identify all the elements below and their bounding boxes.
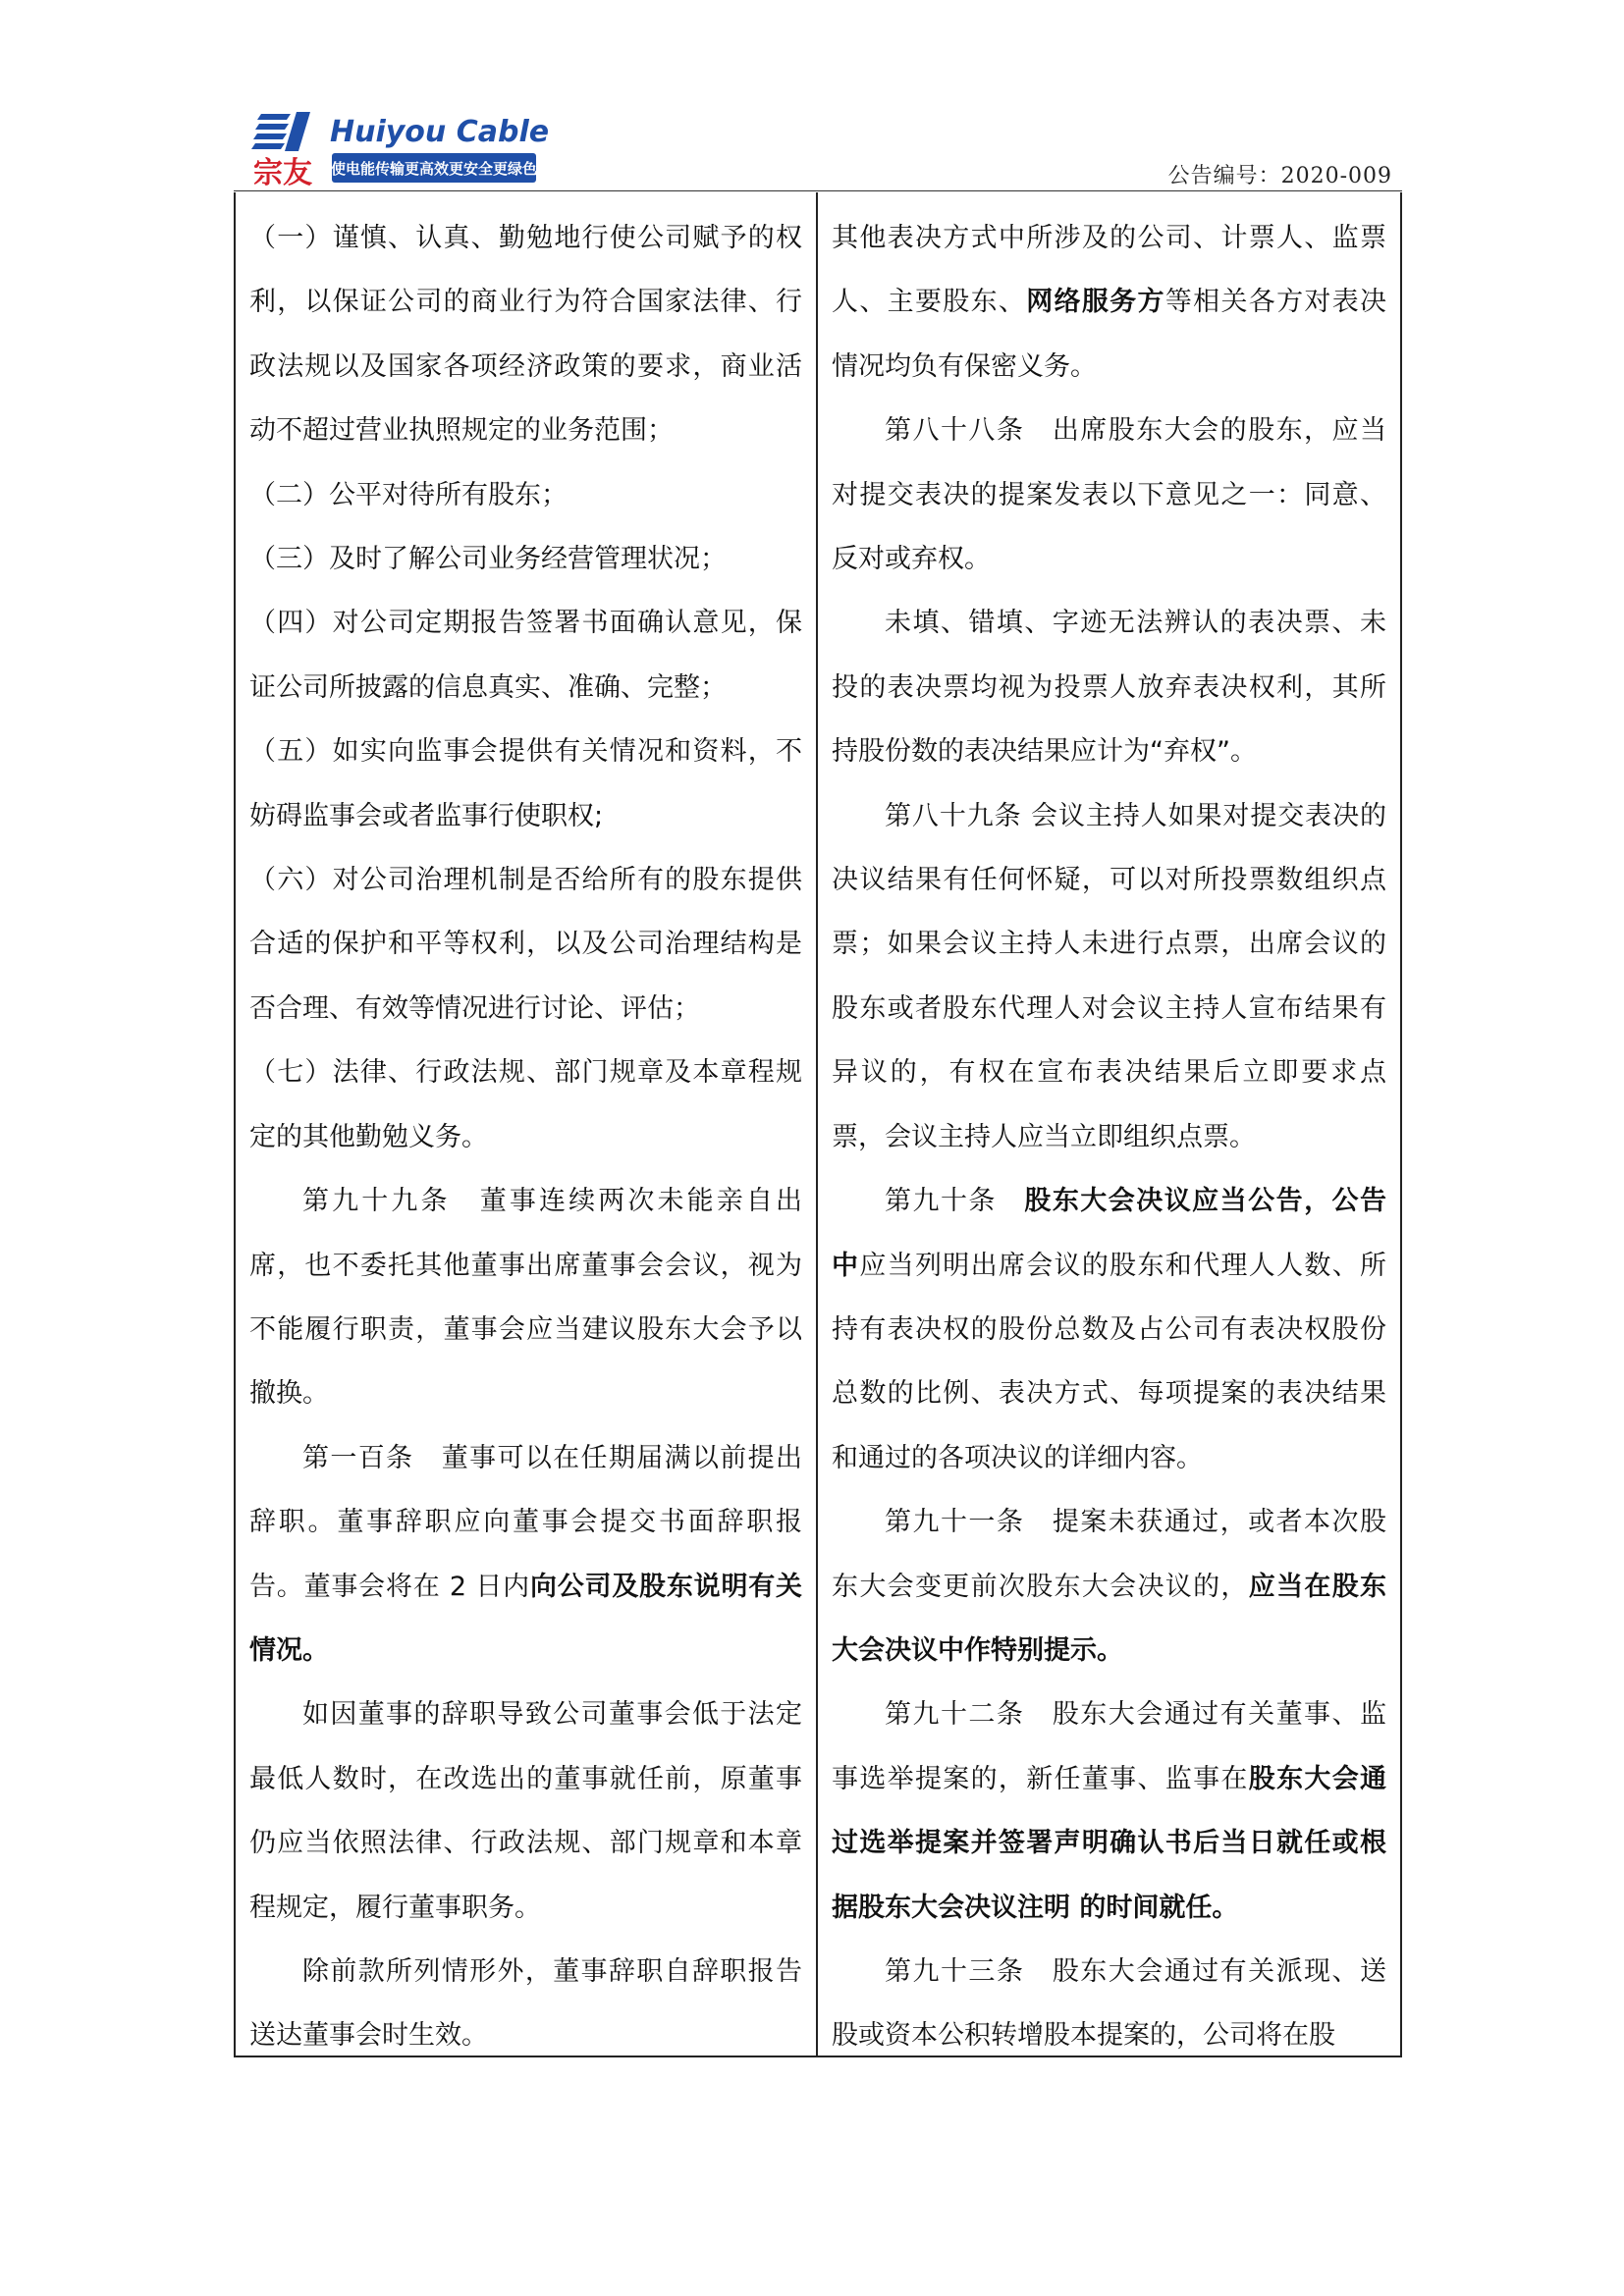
comparison-table: [234, 192, 1402, 2057]
bold-text: 网络服务方: [1026, 287, 1165, 318]
logo-stripes-icon: [251, 112, 310, 151]
paragraph: [249, 848, 802, 1041]
logo-slogan: 使电能传输更高效更安全更绿色: [330, 160, 538, 178]
paragraph: [832, 1169, 1386, 1490]
paragraph: [832, 206, 1386, 399]
paragraph: [249, 206, 802, 463]
bold-text: 股东大会通过选举提案并签署声明确认书后当日就任或根据股东大会决议注明 的时间就任。: [832, 1763, 1387, 1923]
company-logo: [247, 110, 554, 188]
header-rule: [234, 190, 1402, 191]
bold-text: 应当在股东大会决议中作特别提示。: [832, 1571, 1387, 1666]
text-run: （三）及时了解公司业务经营管理状况；: [249, 544, 727, 575]
text-run: 除前款所列情形外，董事辞职自辞职报告送达董事会时生效。: [249, 1955, 802, 2052]
text-run: （五）如实向监事会提供有关情况和资料，不妨碍监事会或者监事行使职权;: [249, 736, 802, 831]
text-run: （四）对公司定期报告签署书面确认意见，保证公司所披露的信息真实、准确、完整；: [249, 608, 802, 703]
logo-brand-en: Huiyou Cable: [330, 115, 550, 149]
paragraph: [249, 1940, 802, 2068]
paragraph: [832, 784, 1386, 1169]
text-run: 如因董事的辞职导致公司董事会低于法定最低人数时，在改选出的董事就任前，原董事仍应当依照法律、行政法规、部门规章和本章程规定，履行董事职务。: [249, 1699, 802, 1923]
text-run: 第九十条: [885, 1186, 1025, 1217]
paragraph: [249, 720, 802, 848]
logo-brand-cn: 宗友: [253, 156, 312, 188]
text-run: 其他表决方式中所涉及的公司、计票人、监票人、主要股东、: [832, 223, 1386, 318]
paragraph: [249, 1169, 802, 1426]
paragraph: [249, 1682, 802, 1940]
paragraph: [832, 1940, 1386, 2068]
right-column: [818, 192, 1400, 2056]
paragraph: [249, 591, 802, 720]
bold-text: 向公司及股东说明有关情况。: [249, 1571, 803, 1666]
text-run: 第八十九条 会议主持人如果对提交表决的决议结果有任何怀疑，可以对所投票数组织点票；如果会议主持人未进行点票，出席会议的股东或者股东代理人对会议主持人宣布结果有异议的，有权在宣布表决结果后立即要求点票，会议主持人应当立即组织点票。: [832, 800, 1386, 1152]
paragraph: [249, 463, 802, 527]
text-run: 第九十九条 董事连续两次未能亲自出席，也不委托其他董事出席董事会会议，视为不能履行职责，董事会应当建议股东大会予以撤换。: [249, 1186, 802, 1410]
text-run: （六）对公司治理机制是否给所有的股东提供合适的保护和平等权利，以及公司治理结构是否合理、有效等情况进行讨论、评估；: [249, 865, 802, 1024]
paragraph: [249, 1041, 802, 1169]
paragraph: [249, 527, 802, 591]
bold-text: 股东大会决议应当公告，公告中: [832, 1186, 1387, 1281]
text-run: 第九十一条 提案未获通过，或者本次股东大会变更前次股东大会决议的，: [832, 1507, 1386, 1602]
text-run: （七）法律、行政法规、部门规章及本章程规定的其他勤勉义务。: [249, 1057, 802, 1152]
left-column: [236, 192, 818, 2056]
notice-number: 公告编号：2020-009: [1167, 164, 1392, 188]
text-run: 等相关各方对表决情况均负有保密义务。: [832, 287, 1387, 382]
text-run: 第一百条 董事可以在任期届满以前提出辞职。董事辞职应向董事会提交书面辞职报告。董事会将在 2 日内: [249, 1442, 802, 1602]
text-run: 第九十二条 股东大会通过有关董事、监事选举提案的，新任董事、监事在: [832, 1699, 1386, 1794]
paragraph: [832, 1682, 1386, 1940]
paragraph: [832, 591, 1386, 783]
text-run: 第九十三条 股东大会通过有关派现、送股或资本公积转增股本提案的，公司将在股: [832, 1955, 1386, 2052]
text-run: （二）公平对待所有股东；: [249, 479, 568, 510]
paragraph: [832, 399, 1386, 591]
text-run: （一）谨慎、认真、勤勉地行使公司赋予的权利，以保证公司的商业行为符合国家法律、行政法规以及国家各项经济政策的要求，商业活动不超过营业执照规定的业务范围；: [249, 223, 802, 447]
paragraph: [832, 1490, 1386, 1682]
text-run: 未填、错填、字迹无法辨认的表决票、未投的表决票均视为投票人放弃表决权利，其所持股份数的表决结果应计为“弃权”。: [832, 608, 1386, 768]
paragraph: [249, 1426, 802, 1683]
text-run: 第八十八条 出席股东大会的股东，应当对提交表决的提案发表以下意见之一：同意、反对或弃权。: [832, 415, 1386, 575]
text-run: 应当列明出席会议的股东和代理人人数、所持有表决权的股份总数及占公司有表决权股份总数的比例、表决方式、每项提案的表决结果和通过的各项决议的详细内容。: [832, 1250, 1387, 1473]
